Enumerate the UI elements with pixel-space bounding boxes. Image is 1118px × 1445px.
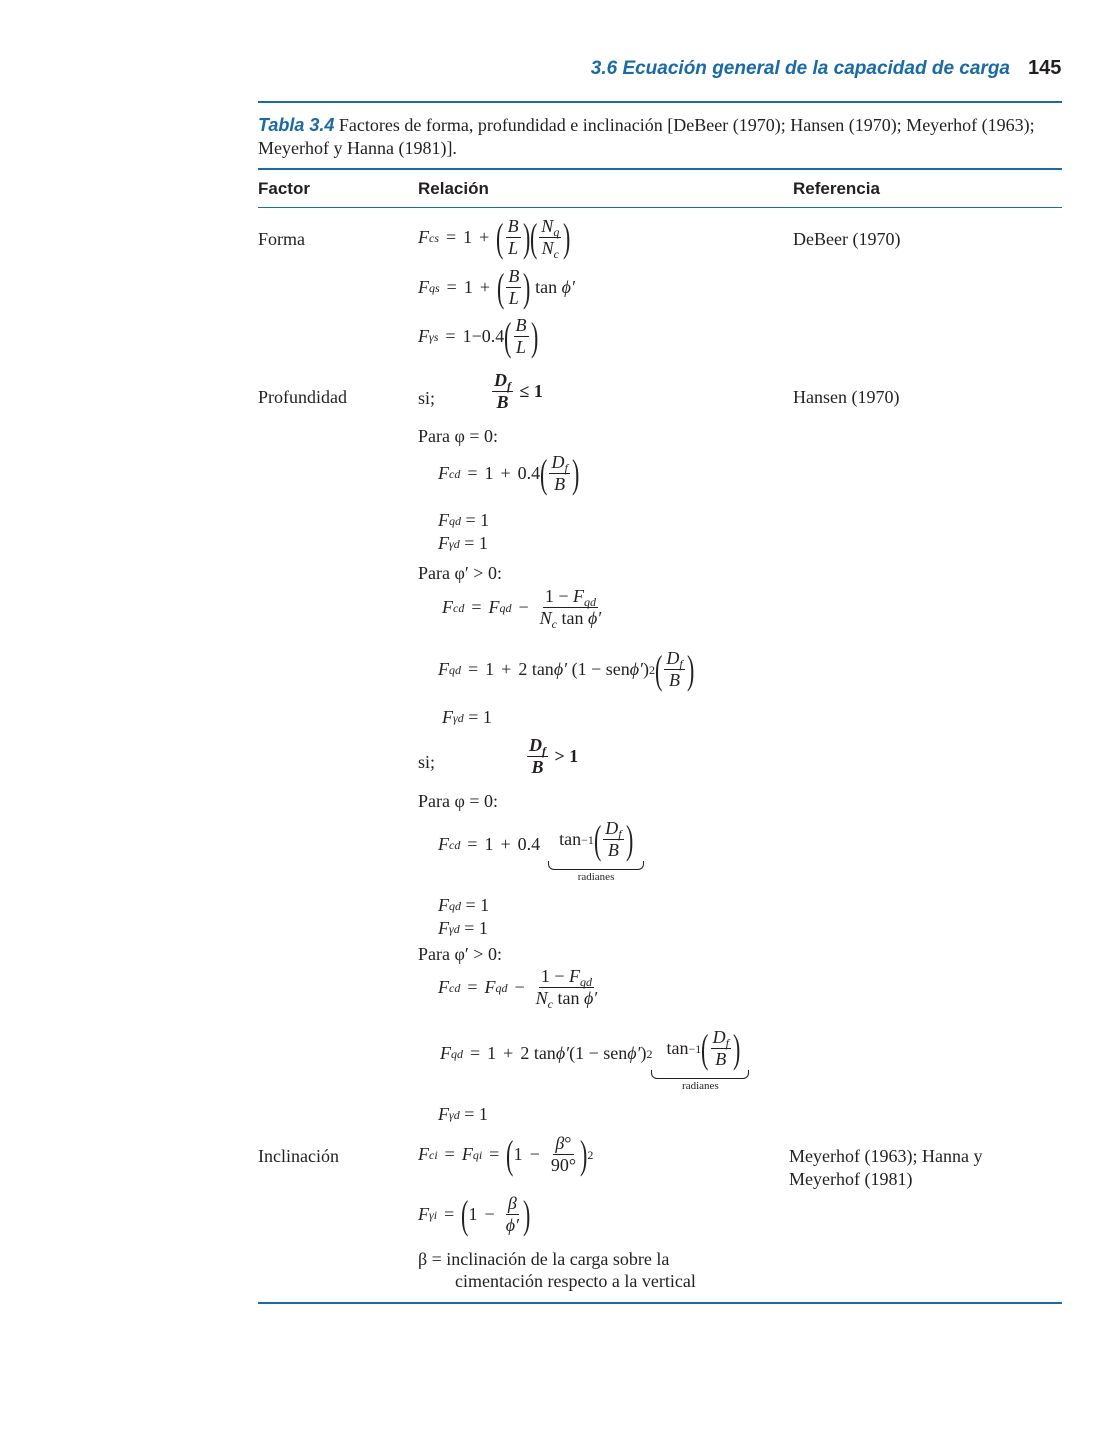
table-caption bbox=[258, 114, 1064, 160]
eq-fqs: F qs = 1 + ( $\frac{B}{L}$ ) tan ϕ′ bbox=[418, 264, 575, 310]
eq-fci-fqi: F ci = F qi = ( 1 − $\frac{\beta^\circ}{90^\circ}$ ) 2 bbox=[418, 1131, 594, 1177]
eq-fgd-4: F γd = 1 bbox=[438, 1104, 488, 1124]
cond-df-le-1: $\frac{D_f}{B}$ ≤ 1 bbox=[494, 370, 543, 412]
eq-fcd-2: F cd = F qd − $\frac{1 - F_{qd}}{N_c \tan \phi'}$ bbox=[442, 586, 602, 631]
factor-profundidad: Profundidad bbox=[258, 387, 347, 407]
eq-fcd-1: F cd = 1 + 0.4 ( $\frac{D_f}{B}$ ) bbox=[438, 450, 580, 496]
reference-meyerhof-1: Meyerhof (1963); Hanna y bbox=[789, 1146, 983, 1166]
factor-forma: Forma bbox=[258, 229, 305, 249]
eq-fcd-4: F cd = F qd − $\frac{1 - F_{qd}}{N_c \tan \phi'}$ bbox=[438, 966, 598, 1011]
radianes-brace-2: tan −1 ( $\frac{D_f}{B}$ ) radianes bbox=[652, 1027, 748, 1092]
column-header-factor: Factor bbox=[258, 179, 310, 198]
eq-fgs: F γs = 1−0.4 ( $\frac{B}{L}$ ) bbox=[418, 313, 538, 359]
radianes-label-1: radianes bbox=[577, 871, 615, 883]
caption-label: Tabla 3.4 bbox=[258, 115, 335, 135]
factor-inclinacion: Inclinación bbox=[258, 1146, 339, 1166]
eq-fcs: F cs = 1 + ( $\frac{B}{L}$ ) ( $\frac{N_q}{N_c}$ ) bbox=[418, 214, 571, 261]
para-phi-gt0-a: Para φ′ > 0: bbox=[418, 563, 502, 583]
header-rule-top bbox=[258, 168, 1062, 170]
bottom-rule bbox=[258, 1302, 1062, 1304]
reference-debeer: DeBeer (1970) bbox=[793, 229, 901, 249]
column-header-referencia: Referencia bbox=[793, 179, 880, 198]
si-label-1: si; bbox=[418, 388, 436, 408]
column-header-relacion: Relación bbox=[418, 179, 489, 198]
radianes-brace-1: tan −1 ( $\frac{D_f}{B}$ ) radianes bbox=[549, 818, 643, 883]
para-phi-0-a: Para φ = 0: bbox=[418, 426, 499, 446]
eq-fgd-2: F γd = 1 bbox=[442, 707, 492, 727]
cond-df-gt-1: $\frac{D_f}{B}$ > 1 bbox=[529, 735, 579, 777]
header-rule-bottom bbox=[258, 207, 1062, 208]
radianes-label-2: radianes bbox=[682, 1080, 719, 1092]
top-rule bbox=[258, 101, 1062, 103]
eq-fcd-3: F cd = 1 + 0.4 tan −1 ( $\frac{D_f}{B}$ ) radianes bbox=[438, 818, 643, 883]
si-label-2: si; bbox=[418, 752, 436, 772]
caption-text: Factores de forma, profundidad e inclinación [DeBeer (1970); Hansen (1970); Meyerhof (1963); Meyerhof y Hanna (1981)]. bbox=[258, 115, 1035, 158]
para-phi-0-b: Para φ = 0: bbox=[418, 791, 499, 811]
eq-fqd-1: F qd = 1 bbox=[438, 510, 490, 530]
reference-meyerhof-2: Meyerhof (1981) bbox=[789, 1169, 913, 1189]
eq-fgd-1: F γd = 1 bbox=[438, 533, 488, 553]
eq-fgd-3: F γd = 1 bbox=[438, 918, 488, 938]
eq-fqd-2: F qd = 1 + 2 tan ϕ′ (1 − sen ϕ′ ) 2 ( $\frac{D_f}{B}$ ) bbox=[438, 646, 694, 692]
page-number: 145 bbox=[1028, 57, 1062, 79]
section-title: 3.6 Ecuación general de la capacidad de carga bbox=[590, 58, 1010, 79]
reference-hansen: Hansen (1970) bbox=[793, 387, 900, 407]
eq-fqd-3: F qd = 1 bbox=[438, 895, 490, 915]
beta-definition-1: β = inclinación de la carga sobre la bbox=[418, 1249, 670, 1269]
beta-definition-2: cimentación respecto a la vertical bbox=[455, 1271, 696, 1291]
eq-fgi: F γi = ( 1 − $\frac{\beta}{\phi'}$ ) bbox=[418, 1191, 531, 1237]
eq-fqd-4: F qd = 1 + 2 tan ϕ′ (1 − sen ϕ′ ) 2 tan −1 ( $\frac{D_f}{B}$ ) radianes bbox=[440, 1027, 748, 1092]
para-phi-gt0-b: Para φ′ > 0: bbox=[418, 944, 502, 964]
